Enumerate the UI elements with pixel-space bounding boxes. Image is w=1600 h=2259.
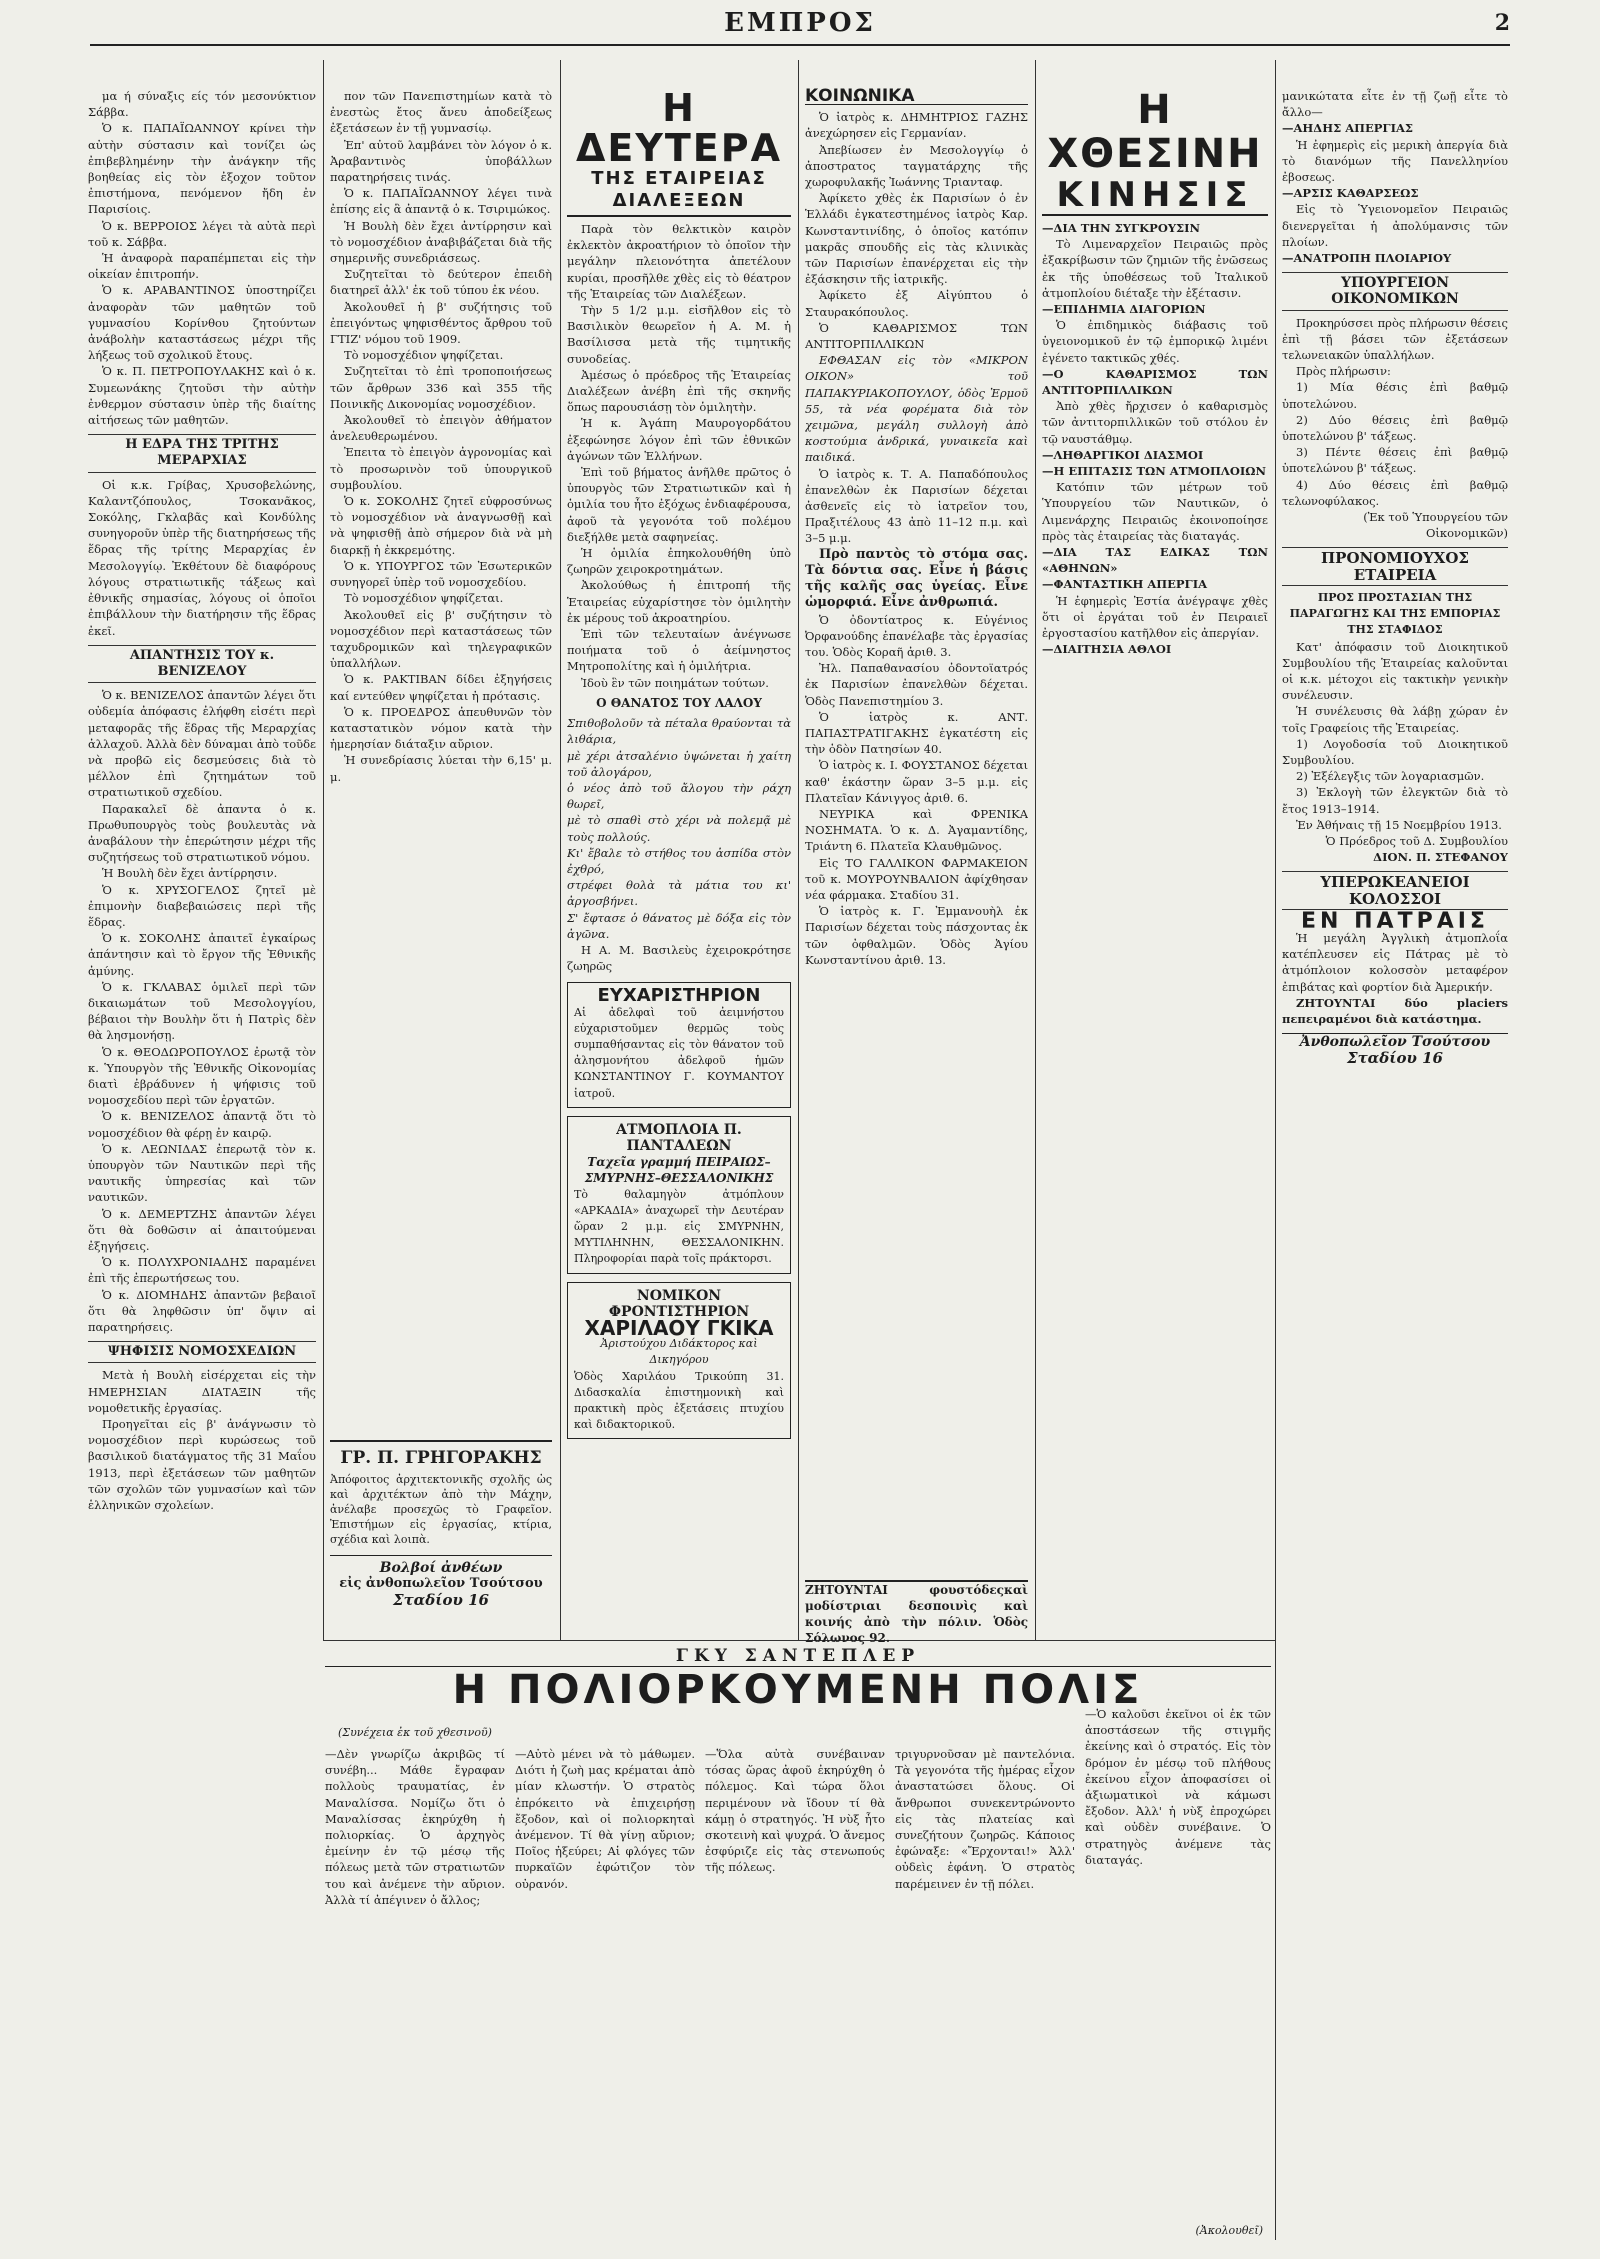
headline: Η ΔΕΥΤΕΡΑ xyxy=(575,88,783,170)
paragraph: Ὁ ἰατρὸς κ. ΔΗΜΗΤΡΙΟΣ ΓΑΖΗΣ ἀνεχώρησεν εἰς Γερμανίαν. xyxy=(805,110,1028,141)
paragraph: Ὁ Πρόεδρος τοῦ Δ. Συμβουλίου xyxy=(1325,833,1508,848)
poem-line: ὁ νέος ἀπὸ τοῦ ἄλογου τὴν ράχη θωρεῖ, xyxy=(567,780,791,812)
paragraph: Ὁ κ. ΔΙΟΜΗΔΗΣ ἀπαντῶν βεβαιοῖ ὅτι θὰ ληφθῶσιν ὑπ' ὄψιν αἱ παρατηρήσεις. xyxy=(88,1287,316,1335)
paragraph: Ἰδοὺ ἓν τῶν ποιημάτων τούτων. xyxy=(581,675,769,690)
masthead xyxy=(90,6,1510,46)
thanks-box xyxy=(567,982,791,1107)
paragraph: Προηγεῖται εἰς β' ἀνάγνωσιν τὸ νομοσχέδιον περὶ κυρώσεως τοῦ βασιλικοῦ διατάγματος τῆς 31 Μαΐου 1913, περὶ ἐξετάσεων τῶν μαθητῶν τῶν σχολῶν τῶν γυμνασίων καὶ τῶν ἑλληνικῶν σχολείων. xyxy=(88,1417,316,1513)
newspaper-title: ΕΜΠΡΟΣ xyxy=(724,8,876,38)
headline-sub: ΤΗΣ ΕΤΑΙΡΕΙΑΣ ΔΙΑΛΕΞΕΩΝ xyxy=(567,168,791,217)
paragraph: Παρὰ τὸν θελκτικὸν καιρὸν ἐκλεκτὸν ἀκροατήριον τὸ ὁποῖον τὴν μεγάλην πλειονότητα ἀπετέλουν κυρίαι, προσῆλθε χθὲς εἰς τὸ θέατρον τῆς Ἑταιρείας τῶν Διαλέξεων. xyxy=(567,222,791,301)
tutor-name: ΧΑΡΙΛΑΟΥ ΓΚΙΚΑ xyxy=(584,1316,774,1340)
subheading: —ΔΙΑ ΤΗΝ ΣΥΓΚΡΟΥΣΙΝ xyxy=(1042,221,1201,235)
ad-text: Ἀπόφοιτος ἀρχιτεκτονικῆς σχολῆς ὡς καὶ ἀρχιτέκτων ἀπὸ τὴν Μάχην, ἀνέλαβε προσεχῶς τὸ Γραφεῖον. Ἐπιστήμων εἰς ἐργασίας, κτίρια, σχέδια καὶ λοιπὰ. xyxy=(330,1473,552,1546)
subheading: —ΕΠΙΔΗΜΙΑ ΔΙΑΓΟΡΙΩΝ xyxy=(1042,302,1206,317)
paragraph: Ἀπεβίωσεν ἐν Μεσολογγίῳ ὁ ἀποστρατος ταγματάρχης τῆς χωροφυλακῆς Ἰωάννης Τριανταφ. xyxy=(805,142,1028,190)
section-heading: ΨΗΦΙΣΙΣ ΝΟΜΟΣΧΕΔΙΩΝ xyxy=(88,1341,316,1363)
paragraph: Συζητεῖται τὸ δεύτερον ἐπειδὴ διατηρεῖ ἀλλ' ἐκ τοῦ τύπου ἐκ νέου. xyxy=(330,267,552,298)
paragraph: Οἱ κ.κ. Γρίβας, Χρυσοβελώνης, Καλαντζόπουλος, Τσοκανᾶκος, Σοκόλης, Γκλαβᾶς καὶ Κονδύλης συνηγοροῦν ὑπὲρ τῆς διατηρήσεως τῆς ἕδρας τῆς τρίτης Μεραρχίας ἐν Μεσολογγίῳ. Ἐκθέτουν δὲ διαφόρους λόγους στρατιωτικῆς τάξεως καὶ ἐθνικῆς σημασίας, λόγους οἱ ὁποῖοι ἐπιβάλλουν τὴν διατήρησιν τῆς ἕδρας ἐκεῖ. xyxy=(88,477,316,638)
paragraph: Ἡ ἐφημερὶς εἰς μερικὴ ἀπεργία διὰ τὸ διανόμων τῆς Πανελληνίου ἐβοσεως. xyxy=(1282,137,1508,185)
poem-line: Κι' ἔβαλε τὸ στήθος του ἀσπίδα στὸν ἐχθρό, xyxy=(567,845,791,876)
paragraph: 1) Λογοδοσία τοῦ Διοικητικοῦ Συμβουλίου. xyxy=(1282,736,1508,767)
florist-address: Σταδίου 16 xyxy=(392,1591,489,1609)
paragraph: Προκηρύσσει πρὸς πλήρωσιν θέσεις ἐπὶ τῇ βάσει τῶν ἐξετάσεων τελωνειακῶν ὑπαλλήλων. xyxy=(1282,315,1508,363)
serial-col-2: —Αὐτὸ μένει νὰ τὸ μάθωμεν. Διότι ἡ ζωὴ μας κρέμαται ἀπὸ μίαν κλωστήν. Ὁ στρατὸς ἐπρόκειτο νὰ ἐπιχειρήσῃ ἔξοδον, καὶ οἱ πολιορκηταὶ ἀνέμενον. Τί θὰ γίνῃ αὔριον; Ποῖος ἠξεύρει; Αἱ φλόγες τῶν πυρκαϊῶν ἐφώτιζον τὸν οὐρανόν. xyxy=(515,1747,695,1891)
subheading: —ΔΙΑΙΤΗΣΙΑ ΑΘΛΟΙ xyxy=(1042,642,1172,657)
poem-line: στρέφει θολὰ τὰ μάτια του κι' ἀργοσβήνει. xyxy=(567,878,791,909)
thanks-title: ΕΥΧΑΡΙΣΤΗΡΙΟΝ xyxy=(597,985,761,1007)
paragraph: Ὁ κ. ΒΕΡΡΟΙΟΣ λέγει τὰ αὐτὰ περὶ τοῦ κ. Σάββα. xyxy=(88,218,316,249)
serial-col-1: —Δὲν γνωρίζω ἀκριβῶς τί συνέβη... Μάθε ἔγραφαν πολλοὺς τραυματίας, ἐν Μαναλίσσα. Νομίζω ὅτι ὁ Μαναλίσσας ἐκηρύχθη ἡ πολιορκίας. Ὁ ἀρχηγὸς ἐμείνην ἐν τῷ μέσῳ τῆς πόλεως μετὰ τῶν στρατιωτῶν του καὶ ἀνέμενε τὴν αὔριον. Ἀλλὰ τί ἀπέγινεν ὁ ἄλλος; xyxy=(325,1747,505,1907)
section-heading: ΥΠΕΡΩΚΕΑΝΕΙΟΙ ΚΟΛΟΣΣΟΙ xyxy=(1282,871,1508,909)
paragraph: Ἀκολουθεῖ τὸ ἐπειγὸν ἀθήματον ἀνελευθερωμένου. xyxy=(330,413,552,444)
section-subheading: ΠΡΟΣ ΠΡΟΣΤΑΣΙΑΝ ΤΗΣ ΠΑΡΑΓΩΓΗΣ ΚΑΙ ΤΗΣ ΕΜΠΟΡΙΑΣ ΤΗΣ ΣΤΑΦΙΔΟΣ xyxy=(1289,590,1501,637)
paragraph: Κατ' ἀπόφασιν τοῦ Διοικητικοῦ Συμβουλίου τῆς Ἑταιρείας καλοῦνται οἱ κ.κ. μέτοχοι εἰς τακτικὴν γενικὴν συνέλευσιν. xyxy=(1282,639,1508,703)
paragraph: Πρὸ παντὸς τὸ στόμα σας. Τὰ δόντια σας. Εἶνε ἡ βάσις τῆς καλῆς σας ὑγείας. Εἶνε ὡμορφιά. Εἶνε ἀνθρωπιά. xyxy=(805,546,1028,611)
paragraph: Ἀμέσως ὁ πρόεδρος τῆς Ἑταιρείας Διαλέξεων ἀνέβη ἐπὶ τῆς σκηνῆς ὅπως παρουσιάσῃ τὸν ὁμιλητὴν. xyxy=(567,367,791,415)
poem-line: Σπιθοβολοῦν τὰ πέταλα θραύονται τὰ λιθάρια, xyxy=(567,716,791,747)
paragraph: Εἰς ΤΟ ΓΑΛΛΙΚΟΝ ΦΑΡΜΑΚΕΙΟΝ τοῦ κ. ΜΟΥΡΟΥΝΒΑΛΙΟΝ ἀφίχθησαν νέα φάρμακα. Σταδίου 31. xyxy=(805,855,1028,902)
serial-col-5: —Ὁ καλοῦσι ἐκεῖνοι οἱ ἐκ τῶν ἀποστάσεων τῆς στιγμῆς ἐκείνης καὶ ὁ στρατός. Εἰς τὸν δρόμον ἐν μέσῳ τοῦ πλήθους ἐκείνου εἶχον ἀποφασίσει οἱ ἀξιωματικοὶ νὰ κάμωσι ἔξοδον. Ἀλλ' ἡ νὺξ ἐπροχώρει καὶ οὐδὲν συνέβαινε. Ὁ στρατηγὸς ἀνέμενε τὰς διαταγάς. xyxy=(1085,1707,1271,1867)
paragraph: Ἐπειτα τὸ ἐπειγὸν ἀγρονομίας καὶ τὸ προσωρινὸν τοῦ ὑπουργικοῦ συμβουλίου. xyxy=(330,445,552,492)
paragraph: Ἡ κ. Ἀγάπη Μαυρογορδάτου ἐξεφώνησε λόγον ἐπὶ τῶν ἐθνικῶν ἀγώνων τῶν Ἑλλήνων. xyxy=(567,416,791,463)
paragraph: Ὁ κ. ΥΠΟΥΡΓΟΣ τῶν Ἐσωτερικῶν συνηγορεῖ ὑπὲρ τοῦ νομοσχεδίου. xyxy=(330,558,552,590)
thanks-text: Αἱ ἀδελφαὶ τοῦ ἀειμνήστου εὐχαριστοῦμεν θερμῶς τοὺς συμπαθήσαντας εἰς τὸν θάνατον τοῦ ἀλησμονήτου ἀδελφοῦ ἡμῶν ΚΩΝΣΤΑΝΤΙΝΟΥ Γ. ΚΟΥΜΑΝΤΟΥ ἰατροῦ. xyxy=(574,1005,784,1100)
column-rule xyxy=(798,60,799,1640)
paragraph: Τὸ νομοσχέδιον ψηφίζεται. xyxy=(344,591,504,606)
section-heading: ΑΠΑΝΤΗΣΙΣ ΤΟΥ κ. ΒΕΝΙΖΕΛΟΥ xyxy=(88,645,316,683)
tutor-sub: Ἀριστούχου Διδάκτορος καὶ Δικηγόρου xyxy=(600,1337,758,1367)
paragraph: Ὁ ἰατρὸς κ. Τ. Α. Παπαδόπουλος ἐπανελθὼν ἐκ Παρισίων δέχεται ἀσθενεῖς εἰς τὸ ἰατρεῖον του, Πραξιτέλους 43 ἀπὸ 11–12 π.μ. καὶ 3–5 μ.μ. xyxy=(805,466,1028,546)
column-6 xyxy=(1282,88,1508,2248)
paragraph: Ὁ κ. ΛΕΩΝΙΔΑΣ ἐπερωτᾷ τὸν κ. ὑπουργὸν τῶν Ναυτικῶν περὶ τῆς ναυτικῆς ὑπηρεσίας καὶ τῶν ναυτικῶν. xyxy=(88,1141,316,1205)
serial-col-4: τριγυρνοῦσαν μὲ παντελόνια. Τὰ γεγονότα τῆς ἡμέρας εἶχον ἀναστατώσει ὅλους. Οἱ ἄνθρωποι συνεκεντρώνοντο εἰς τὰς πλατείας καὶ συνεζήτουν ζωηρῶς. Κάποιος ἐφώναξε: «Ἔρχονται!» Ἀλλ' οὐδεὶς ἐφάνη. Ὁ στρατὸς παρέμεινεν ἐν τῇ πόλει. xyxy=(895,1747,1075,1891)
paragraph: Ὁ κ. ΓΚΛΑΒΑΣ ὁμιλεῖ περὶ τῶν δικαιωμάτων τοῦ Μεσολογγίου, βέβαιοι τὴν Βουλὴν ὅτι ἡ Πατρὶς δὲν θὰ λησμονήσῃ. xyxy=(88,979,316,1043)
paragraph: Ὁ κ. ΠΑΠΑΪΩΑΝΝΟΥ κρίνει τὴν αὐτὴν σύστασιν καὶ τονίζει ὡς ἐπιβεβλημένην τὴν ἀνάγκην τῆς βοηθείας εἰς τὸν ἐξοχον τοῦτον ἐπιστήμονα, πενόμενον ἤδη ἐν Παρισίοις. xyxy=(88,121,316,217)
paragraph: Ἡ ἐφημερὶς Ἐστία ἀνέγραψε χθὲς ὅτι οἱ ἐργάται τοῦ ἐν Πειραιεῖ ἐργοστασίου κατῆλθον εἰς ἀπεργίαν. xyxy=(1042,593,1268,641)
paragraph: Ἀφίκετο χθὲς ἐκ Παρισίων ὁ ἐν Ἑλλάδι ἐγκατεστημένος ἰατρὸς Καρ. Κωνσταντινίδης, ὁ ὁποῖος κατόπιν μακρᾶς σπουδῆς εἰς τὰς κλινικὰς τῶν Παρισίων ἐπανέρχεται εἰς τὴν ἐξάσκησιν τῆς ἰατρικῆς. xyxy=(805,191,1028,287)
paragraph: 4) Δύο θέσεις ἐπὶ βαθμῷ τελωνοφύλακος. xyxy=(1282,477,1508,508)
paragraph: ΔΙΟΝ. Π. ΣΤΕΦΑΝΟΥ xyxy=(1373,850,1508,865)
column-3 xyxy=(567,88,791,1633)
column-1 xyxy=(88,88,316,2248)
paragraph: Ὁ κ. ΔΕΜΕΡΤΖΗΣ ἀπαντῶν λέγει ὅτι θὰ δοθῶσιν αἱ ἀπαιτούμεναι ἐξηγήσεις. xyxy=(88,1206,316,1254)
paragraph: ΕΦΘΑΣΑΝ εἰς τὸν «ΜΙΚΡΟΝ ΟΙΚΟΝ» τοῦ ΠΑΠΑΚΥΡΙΑΚΟΠΟΥΛΟΥ, ὁδὸς Ἑρμοῦ 55, τὰ νέα φορέματα διὰ τὸν χειμῶνα, μεγάλη συλλογὴ ἀπὸ κοστούμια ἀνδρικά, γυναικεῖα καὶ παιδικά. xyxy=(805,353,1028,465)
section-heading: ΥΠΟΥΡΓΕΙΟΝ ΟΙΚΟΝΟΜΙΚΩΝ xyxy=(1282,272,1508,310)
poem-line: μὲ τὸ σπαθὶ στὸ χέρι νὰ πολεμᾷ μὲ τοὺς πολλούς. xyxy=(567,813,791,844)
paragraph: Ἠλ. Παπαθανασίου ὀδοντοϊατρός ἐκ Παρισίων ἐπανελθὼν δέχεται. Ὁδὸς Πανεπιστημίου 3. xyxy=(805,661,1028,708)
paragraph: Ὁ ΚΑΘΑΡΙΣΜΟΣ ΤΩΝ ΑΝΤΙΤΟΡΠΙΛΛΙΚΩΝ xyxy=(805,320,1028,352)
paragraph: Ὁ ἰατρὸς κ. Ι. ΦΟΥΣΤΑΝΟΣ δέχεται καθ' ἑκάστην ὥραν 3–5 μ.μ. εἰς Πλατεῖαν Κάνιγγος ἀριθ. 6. xyxy=(805,758,1028,805)
section-heading: ΠΡΟΝΟΜΙΟΥΧΟΣ ΕΤΑΙΡΕΙΑ xyxy=(1282,547,1508,585)
serial-title: Η ΠΟΛΙΟΡΚΟΥΜΕΝΗ ΠΟΛΙΣ xyxy=(452,1667,1144,1713)
ad-name: ΓΡ. Π. ΓΡΗΓΟΡΑΚΗΣ xyxy=(340,1448,542,1468)
ship-title: ΑΤΜΟΠΛΟΙΑ Π. ΠΑΝΤΑΛΕΩΝ xyxy=(616,1121,742,1154)
paragraph: μανικώτατα εἶτε ἐν τῇ ζωῇ εἶτε τὸ ἄλλο— xyxy=(1282,89,1508,120)
paragraph: Η Α. Μ. Βασιλεὺς ἐχειροκρότησε ζωηρῶς xyxy=(567,942,791,974)
paragraph: Ὁ κ. ΠΡΟΕΔΡΟΣ ἀπευθυνῶν τὸν καταστατικὸν νόμον κατὰ τὴν ἡμερησίαν διάταξιν αὔριον. xyxy=(330,704,552,752)
paragraph: Ὁ κ. ΘΕΟΔΩΡΟΠΟΥΛΟΣ ἐρωτᾷ τὸν κ. Ὑπουργὸν τῆς Ἐθνικῆς Οἰκονομίας διατὶ ἐβράδυνεν ἡ ψήφισις τοῦ νομοσχεδίου περὶ τῶν ἐργατῶν. xyxy=(88,1044,316,1108)
paragraph: ΝΕΥΡΙΚΑ καὶ ΦΡΕΝΙΚΑ ΝΟΣΗΜΑΤΑ. Ὁ κ. Δ. Ἀγαμαντίδης, Τριάντη 6. Πλατεῖα Κλαυθμῶνος. xyxy=(805,806,1028,854)
ship-text: Τὸ θαλαμηγὸν ἀτμόπλουν «ΑΡΚΑΔΙΑ» ἀναχωρεῖ τὴν Δευτέραν ὥραν 2 μ.μ. εἰς ΣΜΥΡΝΗΝ, ΜΥΤΙΛΗΝΗΝ, ΘΕΣΣΑΛΟΝΙΚΗΝ. Πληροφορίαι παρὰ τοῖς πράκτορσι. xyxy=(574,1187,784,1266)
paragraph: Μετὰ ἡ Βουλὴ εἰσέρχεται εἰς τὴν ΗΜΕΡΗΣΙΑΝ ΔΙΑΤΑΞΙΝ τῆς νομοθετικῆς ἐργασίας. xyxy=(88,1368,316,1415)
paragraph: Ἡ ὁμιλία ἐπηκολουθήθη ὑπὸ ζωηρῶν χειροκροτημάτων. xyxy=(567,546,791,577)
paragraph: Ἐπ' αὐτοῦ λαμβάνει τὸν λόγον ὁ κ. Ἀραβαντινὸς ὑποβάλλων παρατηρήσεις τινάς. xyxy=(330,137,552,185)
subheading: —ΔΙΑ ΤΑΣ ΕΔΙΚΑΣ ΤΩΝ «ΑΘΗΝΩΝ» xyxy=(1042,545,1268,576)
paragraph: Ὁ ἰατρὸς κ. Γ. Ἐμμανουὴλ ἐκ Παρισίων δέχεται τοὺς πάσχοντας ἐκ τῶν ὀφθαλμῶν. Ὁδὸς Ἀγίου Κωνσταντίνου ἀριθ. 13. xyxy=(805,904,1028,967)
serial-col-3: —Ὅλα αὐτὰ συνέβαιναν τόσας ὥρας ἀφοῦ ἐκηρύχθη ὁ πόλεμος. Καὶ τώρα ὅλοι περιμένουν νὰ ἴδουν τί θὰ κάμῃ ὁ στρατηγός. Ἡ νὺξ ἦτο σκοτεινὴ καὶ ψυχρά. Ὁ ἄνεμος ἐσφύριζε εἰς τὰς στενωπούς τῆς πόλεως. xyxy=(705,1747,885,1875)
paragraph: 3) Ἐκλογὴ τῶν ἐλεγκτῶν διὰ τὸ ἔτος 1913–1914. xyxy=(1282,785,1508,816)
serial-novel xyxy=(325,1646,1271,2246)
column-rule xyxy=(323,60,324,1640)
paragraph: Ὁ ἰατρὸς κ. ΑΝΤ. ΠΑΠΑΣΤΡΑΤΙΓΑΚΗΣ ἐγκατέστη εἰς τὴν ὁδὸν Πατησίων 40. xyxy=(805,709,1028,757)
tutor-title: ΝΟΜΙΚΟΝ ΦΡΟΝΤΙΣΤΗΡΙΟΝ xyxy=(608,1287,750,1320)
ship-ad xyxy=(567,1116,791,1274)
paragraph: Ὁ κ. ΒΕΝΙΖΕΛΟΣ ἀπαντᾷ ὅτι τὸ νομοσχέδιον θὰ φέρῃ ἐν καιρῷ. xyxy=(88,1109,316,1140)
paragraph: (Ἐκ τοῦ Ὑπουργείου τῶν Οἰκονομικῶν) xyxy=(1363,510,1508,541)
headline-sub: ΚΙΝΗΣΙΣ xyxy=(1042,176,1268,216)
paragraph: Ἡ ἀναφορὰ παραπέμπεται εἰς τὴν οἰκείαν ἐπιτροπήν. xyxy=(88,251,316,282)
paragraph: Εἰς τὸ Ὑγειονομεῖον Πειραιῶς διενεργεῖται ἡ ἀπολύμανσις τῶν πλοίων. xyxy=(1282,202,1508,249)
paragraph: Κατόπιν τῶν μέτρων τοῦ Ὑπουργείου τῶν Ναυτικῶν, ὁ Λιμενάρχης Πειραιῶς ἐκοινοποίησε πρὸς τὰς ἐταιρείας τὰς διαταγάς. xyxy=(1042,480,1268,543)
paragraph: Ἐπὶ τοῦ βήματος ἀνῆλθε πρῶτος ὁ ὑπουργὸς τῶν Στρατιωτικῶν καὶ ἡ ὁμιλία του ἦτο ἐξόχως ἐνδιαφέρουσα, ἀφοῦ τὰ γεγονότα τοῦ πολέμου διεξήλθε μετὰ σαφηνείας. xyxy=(567,465,791,544)
subheading: —ΦΑΝΤΑΣΤΙΚΗ ΑΠΕΡΓΙΑ xyxy=(1042,577,1208,592)
paragraph: 1) Μία θέσις ἐπὶ βαθμῷ ὑποτελώνου. xyxy=(1282,380,1508,411)
subheading: —ΛΗΘΑΡΓΙΚΟΙ ΔΙΑΣΜΟΙ xyxy=(1042,447,1204,462)
ship-route: Ταχεῖα γραμμή ΠΕΙΡΑΙΩΣ–ΣΜΥΡΝΗΣ–ΘΕΣΣΑΛΟΝΙΚΗΣ xyxy=(584,1155,774,1186)
paragraph: Ἀκολουθεῖ εἰς β' συζήτησιν τὸ νομοσχέδιον περὶ καταστάσεως τῶν ταχυδρομικῶν καὶ τηλεγραφικῶν ὑπαλλήλων. xyxy=(330,607,552,671)
paragraph: Τὸ νομοσχέδιον ψηφίζεται. xyxy=(344,348,504,363)
paragraph: Συζητεῖται τὸ ἐπὶ τροποποιήσεως τῶν ἄρθρων 336 καὶ 355 τῆς Ποινικῆς Δικονομίας νομοσχέδιον. xyxy=(330,364,552,411)
florist-line: εἰς ἀνθοπωλεῖον Τσούτσου xyxy=(339,1576,543,1591)
subheading: —ΑΗΔΗΣ ΑΠΕΡΓΙΑΣ xyxy=(1282,121,1414,136)
tutor-ad xyxy=(567,1282,791,1440)
tutor-text: Ὁδὸς Χαριλάου Τρικούπη 31. Διδασκαλία ἐπιστημονικὴ καὶ πρακτικὴ πρὸς ἐξετάσεις πτυχίου καὶ διδακτορικοῦ. xyxy=(574,1369,784,1432)
paragraph: Ἀκολουθεῖ ἡ β' συζήτησις τοῦ ἐπειγόντως ψηφισθέντος ἄρθρου τοῦ ΓΤΙΖ' νόμου τοῦ 1909. xyxy=(330,299,552,347)
poem-title: Ο ΘΑΝΑΤΟΣ ΤΟΥ ΛΑΛΟΥ xyxy=(596,695,762,710)
subheading: —ΑΡΣΙΣ ΚΑΘΑΡΣΕΩΣ xyxy=(1282,186,1419,201)
column-5 xyxy=(1042,88,1268,1633)
serial-author: ΓΚΥ ΣΑΝΤΕΠΛΕΡ xyxy=(325,1646,1271,1667)
paragraph: Ὁ κ. ΠΑΠΑΪΩΑΝΝΟΥ λέγει τινὰ ἐπίσης εἰς ἃ ἀπαντᾷ ὁ κ. Τσιριμώκος. xyxy=(330,186,552,217)
paragraph: Ἡ Βουλὴ δὲν ἔχει ἀντίρρησιν καὶ τὸ νομοσχέδιον ἀναβιβάζεται διὰ τῆς σημερινῆς συνεδριάσεως. xyxy=(330,218,552,266)
paragraph: Ὁ κ. ΑΡΑΒΑΝΤΙΝΟΣ ὑποστηρίζει ἀναφορὰν τῶν μαθητῶν τοῦ γυμνασίου Κορίνθου ζητούντων ἀνάβολὴν καταστάσεως μέχρι τῆς λήξεως τοῦ σχολικοῦ ἔτους. xyxy=(88,283,316,363)
paragraph: Ἐπὶ τῶν τελευταίων ἀνέγνωσε ποιήματα τοῦ ὁ ἀείμνηστος Μητροπολίτης καὶ ἡ ὁμιλήτρια. xyxy=(567,627,791,674)
section-heading-large: ΕΝ ΠΑΤΡΑΙΣ xyxy=(1301,908,1489,934)
column-4 xyxy=(805,88,1028,1633)
ad-grigorakis xyxy=(330,1440,552,1637)
paragraph: Ὁ κ. ΣΟΚΟΛΗΣ ζητεῖ εὐφροσύνως τὸ νομοσχέδιον νὰ ἀναγνωσθῇ καὶ νὰ ψηφισθῇ ἀπὸ σήμερον διὰ νὰ μὴ διαρκῇ ἡ ἐκκρεμότης. xyxy=(330,494,552,557)
florist-address: Σταδίου 16 xyxy=(1346,1049,1443,1068)
paragraph: ΖΗΤΟΥΝΤΑΙ δύο placiers πεπειραμένοι διὰ κατάστημα. xyxy=(1282,995,1508,1026)
paragraph: Πρὸς πλήρωσιν: xyxy=(1296,364,1391,379)
paragraph: Ἡ Βουλὴ δὲν ἔχει ἀντίρρησιν. xyxy=(102,866,278,881)
paragraph: Ὁ κ. ΒΕΝΙΖΕΛΟΣ ἀπαντῶν λέγει ὅτι οὐδεμία ἀπόφασις ἐλήφθη εἰσέτι περὶ μεταφορᾶς τῆς ἕδρας τῆς Μεραρχίας ἀλλαχοῦ. Ἀλλὰ δὲν δύναμαι ἀπὸ τοῦδε νὰ προβῶ εἰς δεσμεύσεις διὰ τὸ μέλλον ἐπὶ ζητημάτων τοῦ στρατιωτικοῦ σχεδίου. xyxy=(88,688,316,800)
paragraph: Ὁ ὀδοντίατρος κ. Εὐγένιος Ὀρφανούδης ἐπανέλαβε τὰς ἐργασίας του. Ὁδὸς Κοραῆ ἀριθ. 3. xyxy=(805,612,1028,659)
column-rule xyxy=(1275,60,1276,2240)
poem-line: Σ' ἔφτασε ὁ θάνατος μὲ δόξα εἰς τὸν ἀγῶνα. xyxy=(567,910,791,941)
section-rule xyxy=(323,1640,1275,1641)
paragraph: Ἡ συνέλευσις θὰ λάβῃ χώραν ἐν τοῖς Γραφείοις τῆς Ἑταιρείας. xyxy=(1282,704,1508,735)
headline: Η ΧΘΕΣΙΝΗ xyxy=(1047,88,1263,177)
column-rule xyxy=(1035,60,1036,1640)
paragraph: Τὸ Λιμεναρχεῖον Πειραιῶς πρὸς ἐξακρίβωσιν τῶν ζημιῶν τῆς ἐνῶσεως ἐκ τῆς ὑποθέσεως τοῦ Ἰταλικοῦ ἀτμοπλοίου διέταξε τὴν ἐξέτασιν. xyxy=(1042,237,1268,300)
column-rule xyxy=(560,60,561,1640)
paragraph: Παρακαλεῖ δὲ ἀπαντα ὁ κ. Πρωθυπουργὸς τοὺς βουλευτὰς νὰ ἀναβάλουν τὴν ἐπερώτησιν μέχρι τῆς συζητήσεως τοῦ στρατιωτικοῦ νόμου. xyxy=(88,801,316,865)
paragraph: Ἀκολούθως ἡ ἐπιτροπή τῆς Ἑταιρείας εὐχαρίστησε τὸν ὁμιλητὴν ἐκ μέρους τοῦ ἀκροατηρίου. xyxy=(567,578,791,625)
poem-line: μὲ χέρι ἀτσαλένιο ὑψώνεται ἡ χαίτη τοῦ ἀλογάρου, xyxy=(567,748,791,779)
paragraph: Ὁ ἐπιδημικὸς διάβασις τοῦ ὑγειονομικοῦ ἐν τῷ ἐμπορικῷ λιμένι ἐγένετο τακτικῶς χθές. xyxy=(1042,318,1268,365)
subheading: —ΑΝΑΤΡΟΠΗ ΠΛΟΙΑΡΙΟΥ xyxy=(1282,251,1452,266)
florist-line: Ἀνθοπωλεῖον Τσούτσου xyxy=(1299,1034,1491,1051)
paragraph: Ἡ συνεδρίασις λύεται τὴν 6,15' μ. μ. xyxy=(330,753,552,784)
paragraph: Ἡ μεγάλη Ἀγγλικὴ ἀτμοπλοΐα κατέπλευσεν εἰς Πάτρας μὲ τὸ ἀτμόπλοιον κολοσσὸν μεταφέρον ἐπιβάτας καὶ φορτίον διὰ Ἀμερικήν. xyxy=(1282,930,1508,994)
flower-bulbs-line: Βολβοί ἀνθέων xyxy=(379,1560,503,1576)
serial-to-be-continued: (Ἀκολουθεῖ) xyxy=(1195,2224,1263,2237)
paragraph: Ὁ κ. ΠΟΛΥΧΡΟΝΙΑΔΗΣ παραμένει ἐπὶ τῆς ἐπερωτήσεως του. xyxy=(88,1255,316,1286)
serial-continued: (Συνέχεια ἐκ τοῦ χθεσινοῦ) xyxy=(338,1726,492,1739)
paragraph: Ὁ κ. ΡΑΚΤΙΒΑΝ δίδει ἐξηγήσεις καί εντεύθεν ψηφίζεται ἡ πρότασις. xyxy=(330,672,552,703)
section-heading: Η ΕΔΡΑ ΤΗΣ ΤΡΙΤΗΣ ΜΕΡΑΡΧΙΑΣ xyxy=(88,434,316,472)
paragraph: 3) Πέντε θέσεις ἐπὶ βαθμῷ ὑποτελώνου β' τάξεως. xyxy=(1282,445,1508,476)
subheading: —Η ΕΠΙΤΑΣΙΣ ΤΩΝ ΑΤΜΟΠΛΟΙΩΝ xyxy=(1042,464,1266,479)
paragraph: πον τῶν Πανεπιστημίων κατὰ τὸ ἐνεστὼς ἔτος ἄνευ ἀποδείξεως ἐξετάσεων ἐν τῇ γυμνασίῳ. xyxy=(330,89,552,136)
page-number: 2 xyxy=(1494,10,1510,36)
paragraph: 2) Ἐξέλεγξις τῶν λογαριασμῶν. xyxy=(1296,769,1485,784)
paragraph: Τὴν 5 1/2 μ.μ. εἰσῆλθον εἰς τὸ Βασιλικὸν θεωρεῖον ἡ Α. Μ. ἡ Βασίλισσα μετὰ τῆς τιμητικῆς συνοδείας. xyxy=(567,303,791,366)
wanted-ad: ΖΗΤΟΥΝΤΑΙ φουστόδεςκαὶ μοδίστριαι δεσποινὶς καὶ κοινής ἀπὸ τὴν πόλιν. Ὁδὸς Σόλωνος 92. xyxy=(805,1580,1028,1637)
paragraph: Ὁ κ. ΧΡΥΣΟΓΕΛΟΣ ζητεῖ μὲ ἐπιμονὴν διαβεβαιώσεις περὶ τῆς ἕδρας. xyxy=(88,882,316,929)
paragraph: 2) Δύο θέσεις ἐπὶ βαθμῷ ὑποτελώνου β' τάξεως. xyxy=(1282,412,1508,444)
column-2 xyxy=(330,88,552,1633)
paragraph: Ὁ κ. Π. ΠΕΤΡΟΠΟΥΛΑΚΗΣ καὶ ὁ κ. Συμεωνάκης ζητοῦσι τὴν αὐτὴν ἐνθερμον σύστασιν ὑπὲρ τῆς διαίτης αἰτήσεως τῶν μαθητῶν. xyxy=(88,364,316,428)
paragraph: Ἀφίκετο ἐξ Αἰγύπτου ὁ Σταυρακόπουλος. xyxy=(805,288,1028,319)
social-heading: ΚΟΙΝΩΝΙΚΑ xyxy=(805,88,1028,105)
subheading: —Ο ΚΑΘΑΡΙΣΜΟΣ ΤΩΝ ΑΝΤΙΤΟΡΠΙΛΛΙΚΩΝ xyxy=(1042,366,1268,398)
paragraph: Ὁ κ. ΣΟΚΟΛΗΣ ἀπαιτεῖ ἐγκαίρως ἀπάντησιν καὶ τὸ ἔργον τῆς Ἐθνικῆς ἀμύνης. xyxy=(88,931,316,978)
paragraph: Ἐν Ἀθήναις τῇ 15 Νοεμβρίου 1913. xyxy=(1296,817,1502,832)
paragraph: Ἀπὸ χθὲς ἤρχισεν ὁ καθαρισμὸς τῶν ἀντιτορπιλλικῶν τοῦ στόλου ἐν τῷ ναυστάθμῳ. xyxy=(1042,399,1268,446)
paragraph: μα ή σύναξις είς τόν μεσονύκτιον Σάββα. xyxy=(88,89,316,120)
